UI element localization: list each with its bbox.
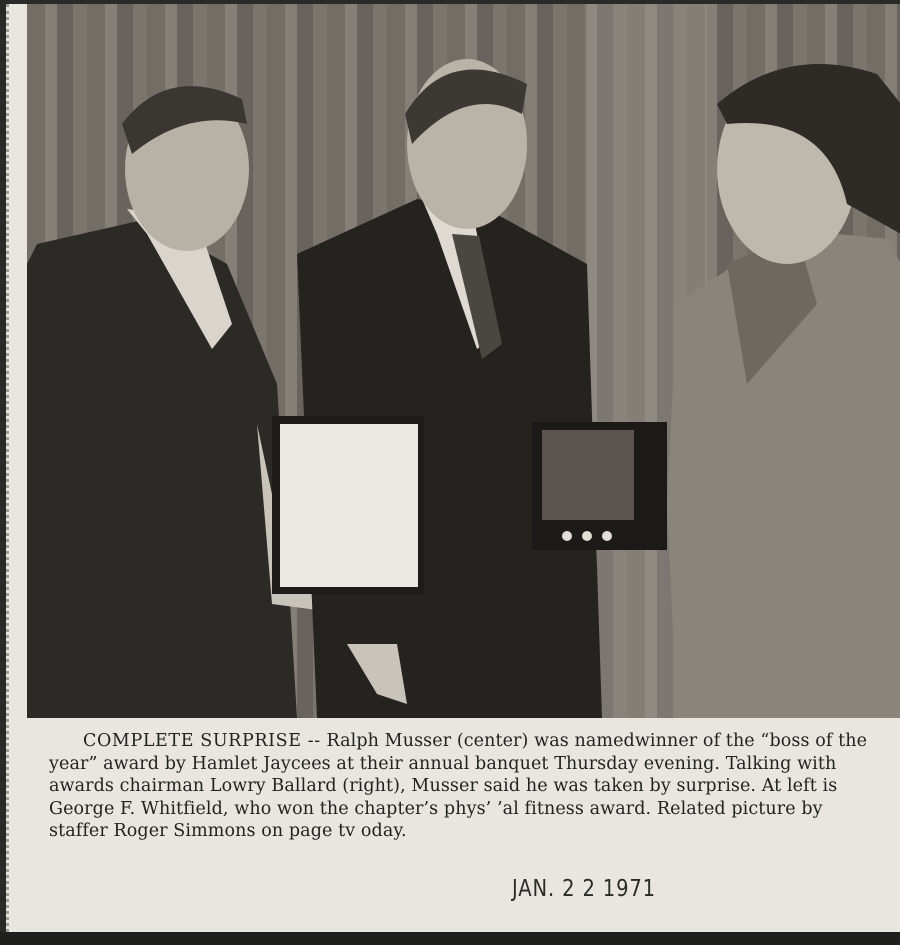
news-photo: [27, 4, 900, 718]
framed-certificate: [272, 416, 424, 594]
award-plaque: [532, 422, 667, 550]
newspaper-clipping: [6, 4, 900, 932]
caption-body: Ralph Musser (center) was namedwinner of the “boss of the year” award by Hamlet Jaycees at their annual banquet Thursday evening. Talking with awards chairman Lowry Ballard (right), Musser said he was taken by surprise. At left is George F. Whitfield, who won the chapter’s phys’ ’al fitness award. Related picture by staffer Roger Simmons on page tv oday.: [49, 731, 868, 842]
photo-caption: [49, 730, 879, 843]
date-stamp: JAN. 2 2 1971: [512, 876, 656, 902]
caption-lead: COMPLETE SURPRISE --: [83, 731, 321, 751]
scan-border: [0, 932, 900, 945]
photo-illustration: [27, 4, 900, 718]
